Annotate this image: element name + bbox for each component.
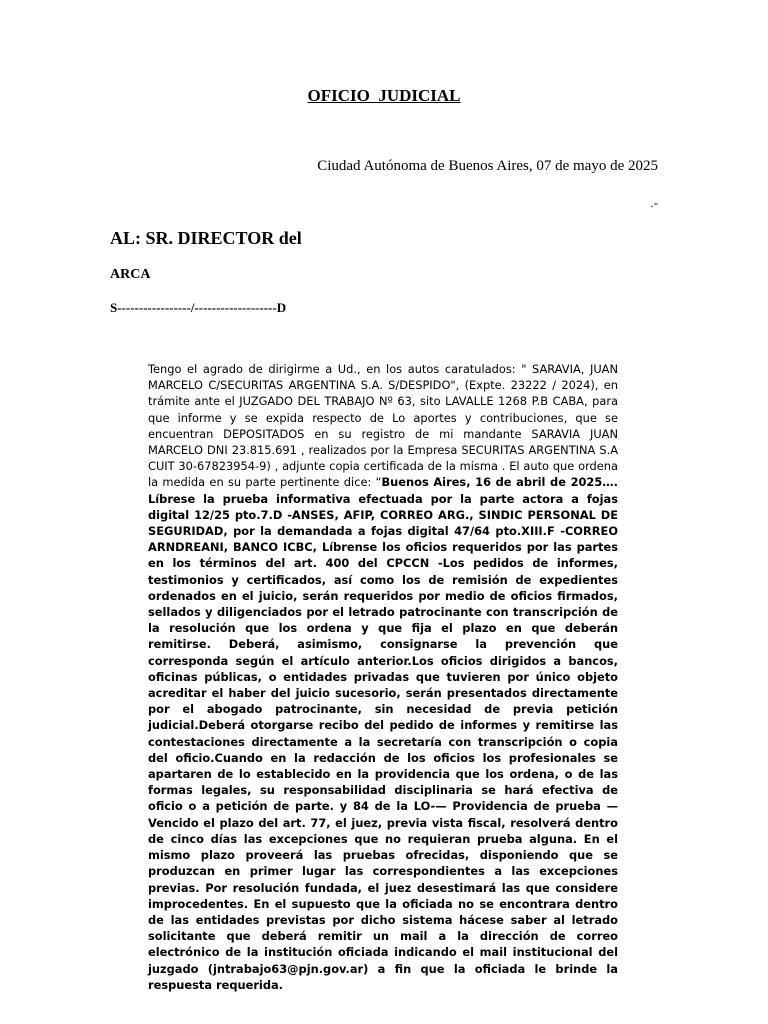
su-despacho-line: S-----------------/-------------------D xyxy=(110,300,287,315)
court-order-quote: Buenos Aires, 16 de abril de 2025…. Líbrese la prueba informativa efectuada por la parte actora a fojas digital 12/25 pto.7.D -ANSES, AFIP, CORREO ARG., SINDIC PERSONAL DE SEGURIDAD, por la demandada a fojas digital 47/64 pto.XIII.F -CORREO ARNDREANI, BANCO ICBC, Líbrense los oficios requeridos por las partes en los términos del art. 400 del CPCCN -Los pedidos de informes, testimonios y certificados, así como los de remisión de expedientes ordenados en el juicio, serán requeridos por medio de oficios firmados, sellados y diligenciados por el letrado patrocinante con transcripción de la resolución que los ordena y que fija el plazo en que deberán remitirse. Deberá, asimismo, consignarse la prevención que corresponda según el artículo anterior.Los oficios dirigidos a bancos, oficinas públicas, o entidades privadas que tuvieren por único objeto acreditar el haber del juicio sucesorio, serán presentados directamente por el abogado patrocinante, sin necesidad de previa petición judicial.Deberá otorgarse recibo del pedido de informes y remitirse las contestaciones directamente a la secretaría con transcripción o copia del oficio.Cuando en la redacción de los oficios los profesionales se apartaren de lo establecido en la providencia que los ordena, o de las formas legales, su responsabilidad disciplinaria se hará efectiva de oficio o a petición de parte. y 84 de la LO-— Providencia de prueba — Vencido el plazo del art. 77, el juez, previa vista fiscal, resolverá dentro de cinco días las excepciones que no requieran prueba alguna. En el mismo plazo proveerá las pruebas ofrecidas, disponiendo que se produzcan en primer lugar las correspondientes a las excepciones previas. Por resolución fundada, el juez desestimará las que considere improcedentes. En el supuesto que la oficiada no se encontrara dentro de las entidades previstas por dicho sistema hácese saber al letrado solicitante que deberá remitir un mail a la dirección de correo electrónico de la institución oficiada indicando el mail institucional del juzgado (jntrabajo63@pjn.gov.ar) a fin que la oficiada le brinde la respuesta requerida. xyxy=(148,475,618,992)
body-paragraph xyxy=(148,361,618,993)
addressee-heading: AL: SR. DIRECTOR del xyxy=(110,228,302,248)
date-suffix-mark: .- xyxy=(650,195,658,210)
place-and-date: Ciudad Autónoma de Buenos Aires, 07 de mayo de 2025 xyxy=(317,158,658,174)
document-title: OFICIO JUDICIAL xyxy=(307,86,461,105)
body-intro-text: Tengo el agrado de dirigirme a Ud., en los autos caratulados: " SARAVIA, JUAN MARCELO C/SECURITAS ARGENTINA S.A. S/DESPIDO", (Expte. 23222 / 2024), en trámite ante el JUZGADO DEL TRABAJO Nº 63, sito LAVALLE 1268 P.B CABA, para que informe y se expida respecto de Lo aportes y contribuciones, que se encuentran DEPOSITADOS en su registro de mi mandante SARAVIA JUAN MARCELO DNI 23.815.691 , realizados por la Empresa SECURITAS ARGENTINA S.A CUIT 30-67823954-9) , adjunte copia certificada de la misma . El auto que ordena la medida en su parte pertinente dice: “ xyxy=(148,362,618,490)
agency-name: ARCA xyxy=(110,267,151,282)
